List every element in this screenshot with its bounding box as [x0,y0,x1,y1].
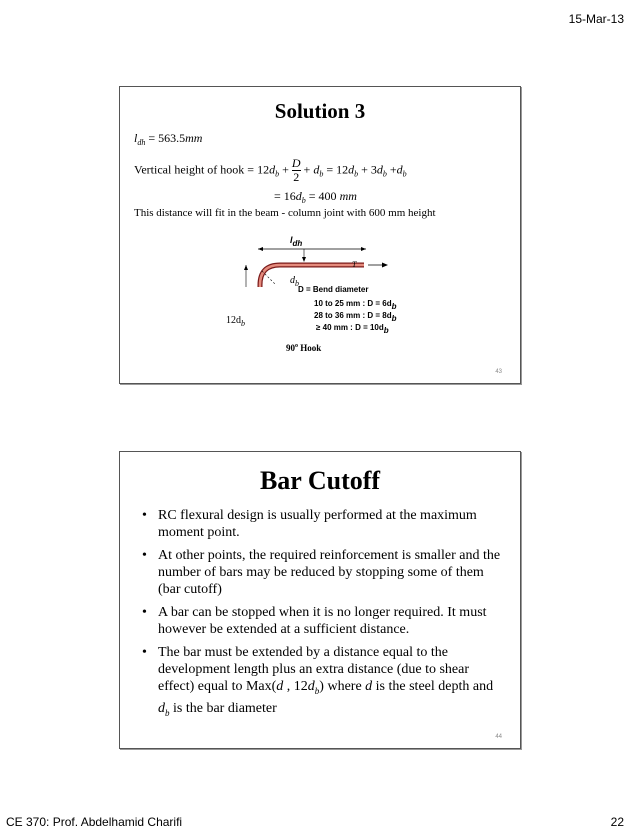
range-40: ≥ 40 mm : D = 10db [316,323,389,335]
slide-number: 43 [495,369,502,375]
slide-bar-cutoff [119,451,521,749]
equation-vertical-height: Vertical height of hook = $12d_b$ + $\frac{D}{2}$ + $d_b = 12d_b + 3d_b +d_b$ [134,156,407,184]
beam-joint-note: This distance will fit in the beam - column joint with 600 mm height [134,207,436,219]
db-arrow-head [302,257,306,262]
bullet-item: • RC flexural design is usually performed at the maximum moment point. [142,508,477,540]
footer-page-number: 22 [610,815,624,829]
bullet-item: • The bar must be extended by a distance equal to the development length plus an extra distance (due to shear effect) equal to Max(d , $12d_b$) where d is the steel depth and $d_b$ is the bar diameter [142,645,494,718]
vertical-arrow-top [244,265,248,270]
hook-diagram [120,87,520,287]
tension-arrow-head [382,263,388,268]
equation-ldh: $l_{dh} = 563.5mm$ [134,131,203,147]
bent-bar-fill [260,265,364,287]
db-label: $d_b$ [290,275,299,288]
slide-number: 44 [495,734,502,740]
slide-solution-3 [119,86,521,384]
bullet-list [136,507,508,728]
bent-bar-outline [260,265,364,287]
twelve-db-label: $12d_b$ [226,315,245,328]
bend-diameter-label: D = Bend diameter [298,285,369,294]
tension-label: T [352,260,357,269]
ldh-arrow-left [258,247,263,251]
equation-16db: = $16d_b = 400$ mm [274,189,357,205]
ldh-label: ldh [290,235,303,248]
hook-caption: 90$^o$ Hook [286,343,322,353]
range-10-25: 10 to 25 mm : D = 6db [314,299,397,311]
slide-title: Solution 3 [274,99,366,123]
page-date: 15-Mar-13 [568,12,624,26]
slide-title: Bar Cutoff [259,466,381,495]
footer-course: CE 370: Prof. Abdelhamid Charifi [6,815,183,829]
bullet-item: • A bar can be stopped when it is no longer required. It must however be extended at a sufficient distance. [142,605,487,637]
ldh-arrow-right [361,247,366,251]
bullet-item: • At other points, the required reinforcement is smaller and the number of bars may be reduced by stopping some of them (bar cutoff) [142,548,501,597]
range-28-36: 28 to 36 mm : D = 8db [314,311,397,323]
